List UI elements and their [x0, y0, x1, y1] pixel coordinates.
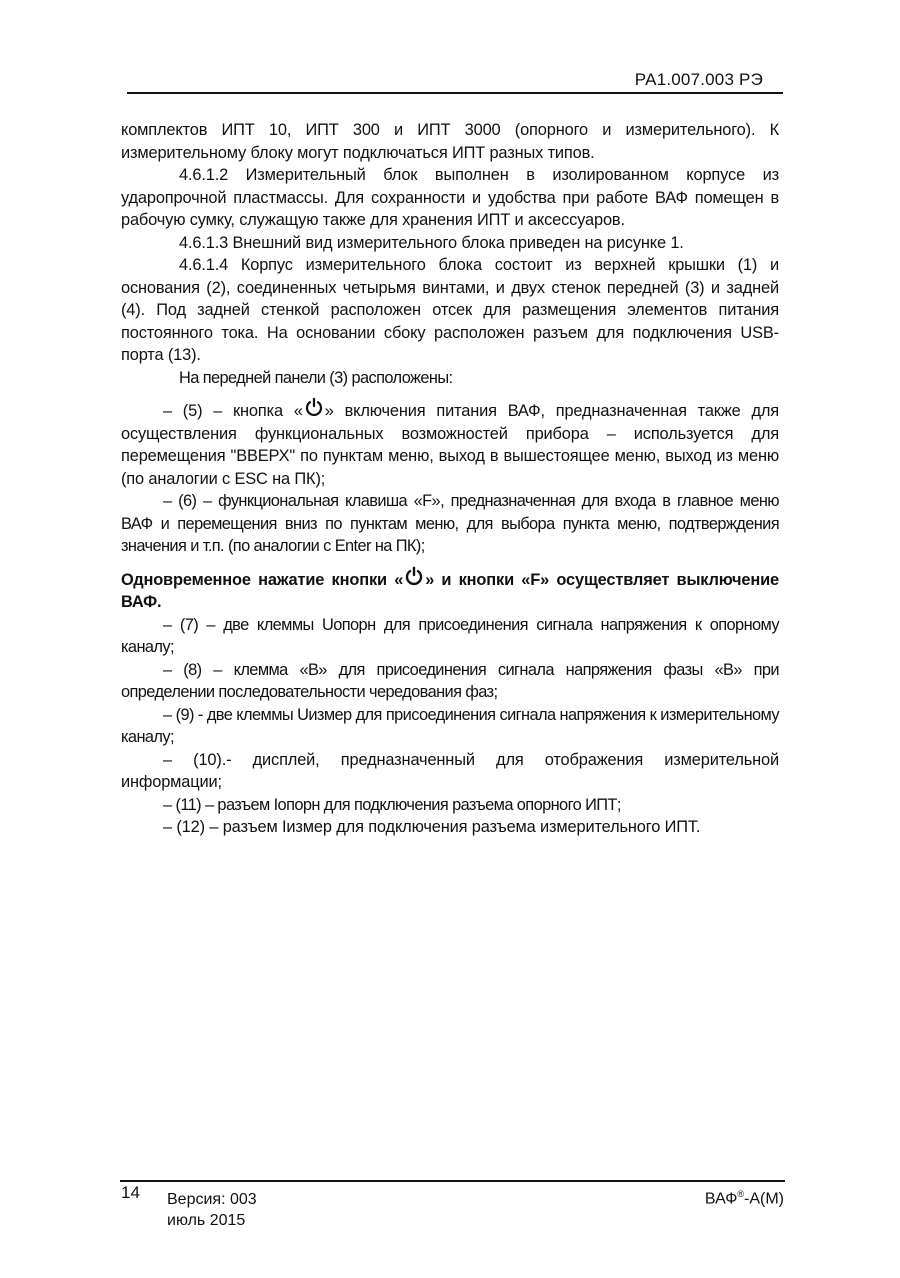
header-rule: [127, 92, 783, 94]
power-icon: [304, 397, 324, 417]
list-item-8: – (8) – клемма «В» для присоединения сигнала напряжения фазы «В» при определении последовательности чередования фаз;: [121, 660, 779, 701]
footer-rule: [120, 1180, 785, 1182]
version-block: [167, 1189, 257, 1231]
product-main: ВАФ: [704, 1190, 738, 1208]
list-item-5-text-b: » включения питания ВАФ, предназначенная также для осуществления функциональных возможностей прибора – используется для перемещения "ВВЕРХ" по пунктам меню, выход в вышестоящее меню, выход из меню (по аналогии с ESC на ПК);: [121, 402, 779, 488]
list-item-5-text-a: – (5) – кнопка «: [163, 402, 303, 420]
paragraph-4-6-1-4: 4.6.1.4 Корпус измерительного блока состоит из верхней крышки (1) и основания (2), соединенных четырьмя винтами, и двух стенок передней (3) и задней (4). Под задней стенкой расположен отсек для размещения элементов питания постоянного тока. На основании сбоку расположен разъем для подключения USB-порта (13).: [121, 256, 779, 364]
paragraph-4-6-1-3: 4.6.1.3 Внешний вид измерительного блока приведен на рисунке 1.: [179, 233, 684, 252]
front-panel-intro: На передней панели (3) расположены:: [179, 368, 453, 387]
document-body: [121, 119, 779, 839]
list-item-6: – (6) – функциональная клавиша «F», предназначенная для входа в главное меню ВАФ и перемещения вниз по пунктам меню, для выбора пункта меню, подтверждения значения и т.п. (по аналогии с Enter на ПК);: [121, 492, 779, 555]
page-number: 14: [121, 1183, 140, 1202]
paragraph-1: комплектов ИПТ 10, ИПТ 300 и ИПТ 3000 (опорного и измерительного). К измерительному блоку могут подключаться ИПТ разных типов.: [121, 121, 779, 162]
version-date: июль 2015: [167, 1212, 246, 1229]
registered-mark: ®: [737, 1189, 745, 1199]
product-suffix: -А(М): [744, 1190, 784, 1208]
list-item-10: – (10).- дисплей, предназначенный для отображения измерительной информации;: [121, 750, 779, 791]
document-code: РА1.007.003 РЭ: [634, 70, 763, 89]
power-off-note-b: » и кнопки «F» осуществляет выключение ВАФ.: [121, 570, 779, 611]
paragraph-4-6-1-2: 4.6.1.2 Измерительный блок выполнен в изолированном корпусе из ударопрочной пластмассы. Для сохранности и удобства при работе ВАФ помещен в рабочую сумку, служащую также для хранения ИПТ и аксессуаров.: [121, 166, 779, 229]
product-name: [705, 1189, 784, 1208]
list-item-5: [121, 397, 779, 490]
list-item-12: – (12) – разъем Iизмер для подключения разъема измерительного ИПТ.: [163, 818, 701, 836]
power-icon: [404, 566, 424, 586]
version-label: Версия: 003: [167, 1191, 257, 1208]
power-off-note: [121, 566, 779, 614]
list-item-11: – (11) – разъем Iопорн для подключения разъема опорного ИПТ;: [163, 795, 621, 814]
list-item-7: – (7) – две клеммы Uопорн для присоединения сигнала напряжения к опорному каналу;: [121, 615, 779, 656]
power-off-note-a: Одновременное нажатие кнопки «: [121, 570, 404, 589]
list-item-9: – (9) - две клеммы Uизмер для присоединения сигнала напряжения к измерительному каналу;: [121, 705, 779, 746]
